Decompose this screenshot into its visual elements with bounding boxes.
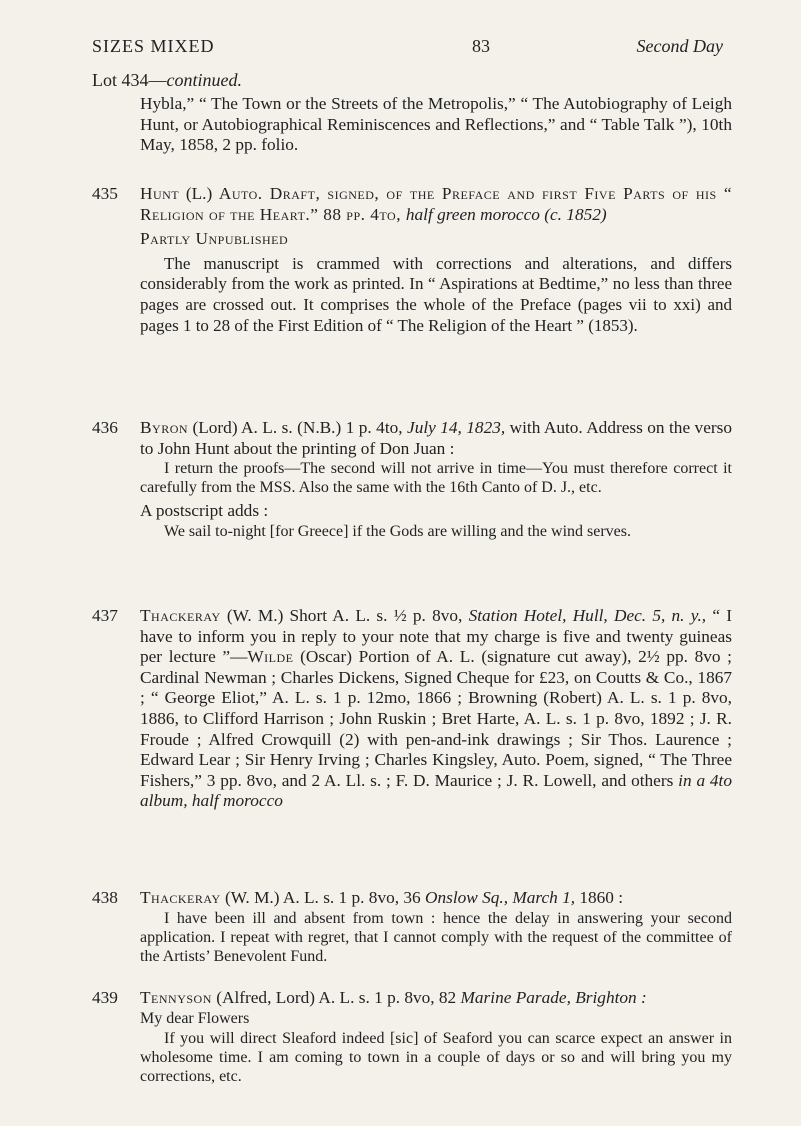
lot-description — [140, 988, 732, 1009]
lot-long-description: The manuscript is crammed with corrections and alterations, and differs considerably from the work as printed. In “ Aspirations at Bedtime,” no less than three pages are crossed out. It comprises the whole of the Preface (pages vii to xxi) and pages 1 to 28 of the First Edition of “ The Religion of the Heart ” (1853). — [140, 253, 732, 335]
lot-text: (Oscar) Portion of A. L. (signature cut away), 2½ pp. 8vo ; Cardinal Newman ; Charles Dickens, Signed Cheque for £23, on Coutts & Co., 1867 ; “ George Eliot,” A. L. s. 1 p. 12mo, 1866 ; Browning (Robert) A. L. s. 1 p. 8vo, 1886, to Clifford Harrison ; John Ruskin ; Bret Harte, A. L. s. 1 p. 8vo, 1892 ; J. R. Froude ; Alfred Crowquill (2) with pen-and-ink drawings ; Sir Thos. Laurence ; Edward Lear ; Sir Henry Irving ; Charles Kingsley, Auto. Poem, signed, “ The Three Fishers,” 3 pp. 8vo, and 2 A. Ll. s. ; F. D. Maurice ; J. R. Lowell, and others — [140, 647, 732, 790]
lot-description — [140, 418, 732, 459]
lot-entry — [92, 888, 732, 966]
lot-binding: in a 4to album, half morocco — [140, 770, 732, 811]
lot-number: 439 — [92, 988, 118, 1007]
lot-text: (Lord) A. L. s. (N.B.) 1 p. 4to, — [188, 418, 408, 437]
lot-place: Station Hotel, Hull, Dec. 5, n. y., — [468, 606, 707, 625]
header-left: SIZES MIXED — [92, 36, 215, 56]
lot-text: “ I have to inform you in reply to your note that my charge is five and twenty guineas per lecture ”— — [140, 606, 732, 667]
letter-quote: I return the proofs—The second will not arrive in time—You must therefore correct it carefully from the MSS. Also the same with the 16th Canto of D. J., etc. — [140, 460, 732, 497]
lot-place: Marine Parade, Brighton : — [460, 988, 647, 1007]
lot-place: Onslow Sq., March 1, — [424, 888, 576, 907]
lot-entry — [92, 418, 732, 541]
lot-description — [140, 606, 732, 812]
lot-number: 435 — [92, 184, 118, 203]
lot-continued-heading — [92, 70, 242, 91]
header-right: Second Day — [636, 36, 723, 56]
lot-number: 437 — [92, 606, 118, 625]
lot-author: Tennyson — [140, 988, 212, 1007]
lot-author: Byron — [140, 418, 189, 437]
lot-text: (L.) — [179, 184, 219, 203]
lot-binding: half green morocco (c. 1852) — [405, 204, 607, 224]
lot-number: 438 — [92, 888, 118, 907]
lot-author: Wilde — [247, 647, 294, 667]
lot-author: Thackeray — [140, 888, 221, 907]
lot-text: (W. M.) Short A. L. s. ½ p. 8vo, — [220, 606, 469, 625]
postscript-label: A postscript adds : — [140, 501, 269, 521]
page-number: 83 — [472, 36, 490, 56]
letter-quote: We sail to-night [for Greece] if the Gods are willing and the wind serves. — [164, 522, 632, 540]
lot-434-continuation — [92, 94, 732, 156]
lot-number: 436 — [92, 418, 118, 437]
lot-text: 1860 : — [575, 888, 624, 907]
lot-description — [140, 888, 732, 909]
lot-continued-prefix: Lot 434— — [92, 70, 167, 90]
lot-text: with Auto. Address on the verso to John Hunt about the printing of Don Juan : — [140, 418, 732, 458]
lot-note: Partly Unpublished — [140, 229, 289, 249]
lot-author: Hunt — [140, 184, 180, 203]
lot-text: (W. M.) A. L. s. 1 p. 8vo, 36 — [220, 888, 425, 907]
lot-text: (Alfred, Lord) A. L. s. 1 p. 8vo, 82 — [211, 988, 461, 1007]
lot-continued-suffix: continued. — [166, 70, 242, 90]
letter-salutation: My dear Flowers — [140, 1009, 250, 1027]
lot-title: Auto. Draft, signed, of the Preface and first Five Parts of his “ Religion of the Heart.” 88 pp. 4to, — [140, 184, 732, 224]
continued-text: Hybla,” “ The Town or the Streets of the Metropolis,” “ The Autobiography of Leigh Hunt, or Autobiographical Reminiscences and Reflections,” and “ Table Talk ”), 10th May, 1858, 2 pp. folio. — [140, 94, 732, 155]
letter-quote: I have been ill and absent from town : hence the delay in answering your second application. I repeat with regret, that I cannot comply with the request of the committee of the Artists’ Benevolent Fund. — [140, 909, 732, 965]
lot-description — [140, 184, 732, 225]
running-header — [92, 36, 723, 60]
lot-entry — [92, 988, 732, 1086]
lot-entry — [92, 184, 732, 336]
lot-date: July 14, 1823, — [407, 418, 506, 437]
lot-entry — [92, 606, 732, 812]
lot-author: Thackeray — [140, 606, 221, 625]
letter-quote: If you will direct Sleaford indeed [sic] of Seaford you can scarce expect an answer in wholesome time. I am coming to town in a couple of days or so and will bring you my corrections, etc. — [140, 1030, 732, 1086]
